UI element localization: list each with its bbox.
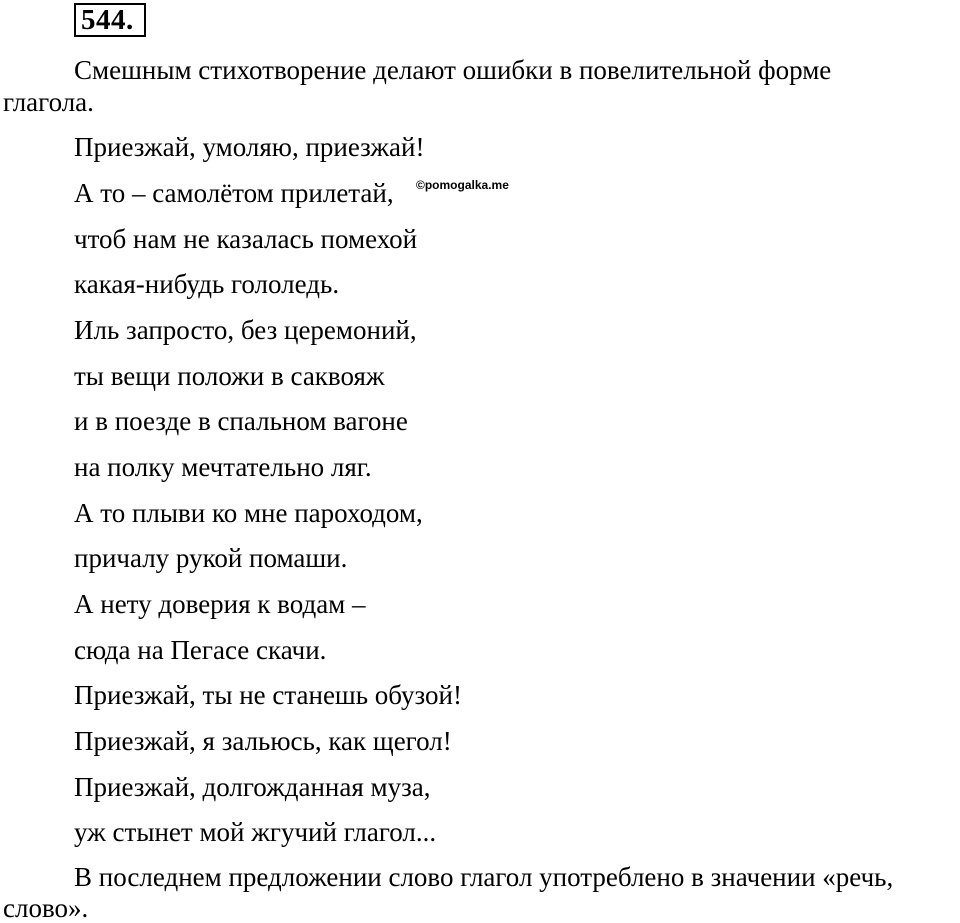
- poem-line: А то – самолётом прилетай,: [74, 178, 394, 208]
- poem-line: Иль запросто, без церемоний,: [74, 315, 417, 345]
- poem-line: сюда на Пегасе скачи.: [74, 635, 327, 665]
- poem-line: какая-нибудь гололедь.: [74, 269, 340, 299]
- intro-line-2: глагола.: [3, 87, 94, 117]
- poem-line: чтоб нам не казалась помехой: [74, 224, 418, 254]
- poem-line: Приезжай, умоляю, приезжай!: [74, 132, 425, 162]
- conclusion-line-2: слово».: [3, 893, 89, 923]
- poem-line: и в поезде в спальном вагоне: [74, 406, 408, 436]
- conclusion-line-1: В последнем предложении слово глагол употреблено в значении «речь,: [74, 862, 894, 892]
- poem-line: А то плыви ко мне пароходом,: [74, 498, 423, 528]
- poem-line: Приезжай, долгожданная муза,: [74, 772, 431, 802]
- poem-line: ты вещи положи в саквояж: [74, 361, 385, 391]
- watermark: ©pomogalka.me: [416, 178, 509, 192]
- poem-line: А нету доверия к водам –: [74, 589, 366, 619]
- poem-line: уж стынет мой жгучий глагол...: [74, 817, 437, 847]
- intro-line-1: Смешным стихотворение делают ошибки в повелительной форме: [74, 55, 832, 85]
- poem-line: причалу рукой помаши.: [74, 543, 348, 573]
- poem-line: Приезжай, я залью‌сь, как щегол!: [74, 726, 452, 756]
- poem-line: Приезжай, ты не станешь обузой!: [74, 680, 462, 710]
- poem-line: на полку мечтательно ляг.: [74, 452, 372, 482]
- exercise-number: 544.: [74, 3, 146, 37]
